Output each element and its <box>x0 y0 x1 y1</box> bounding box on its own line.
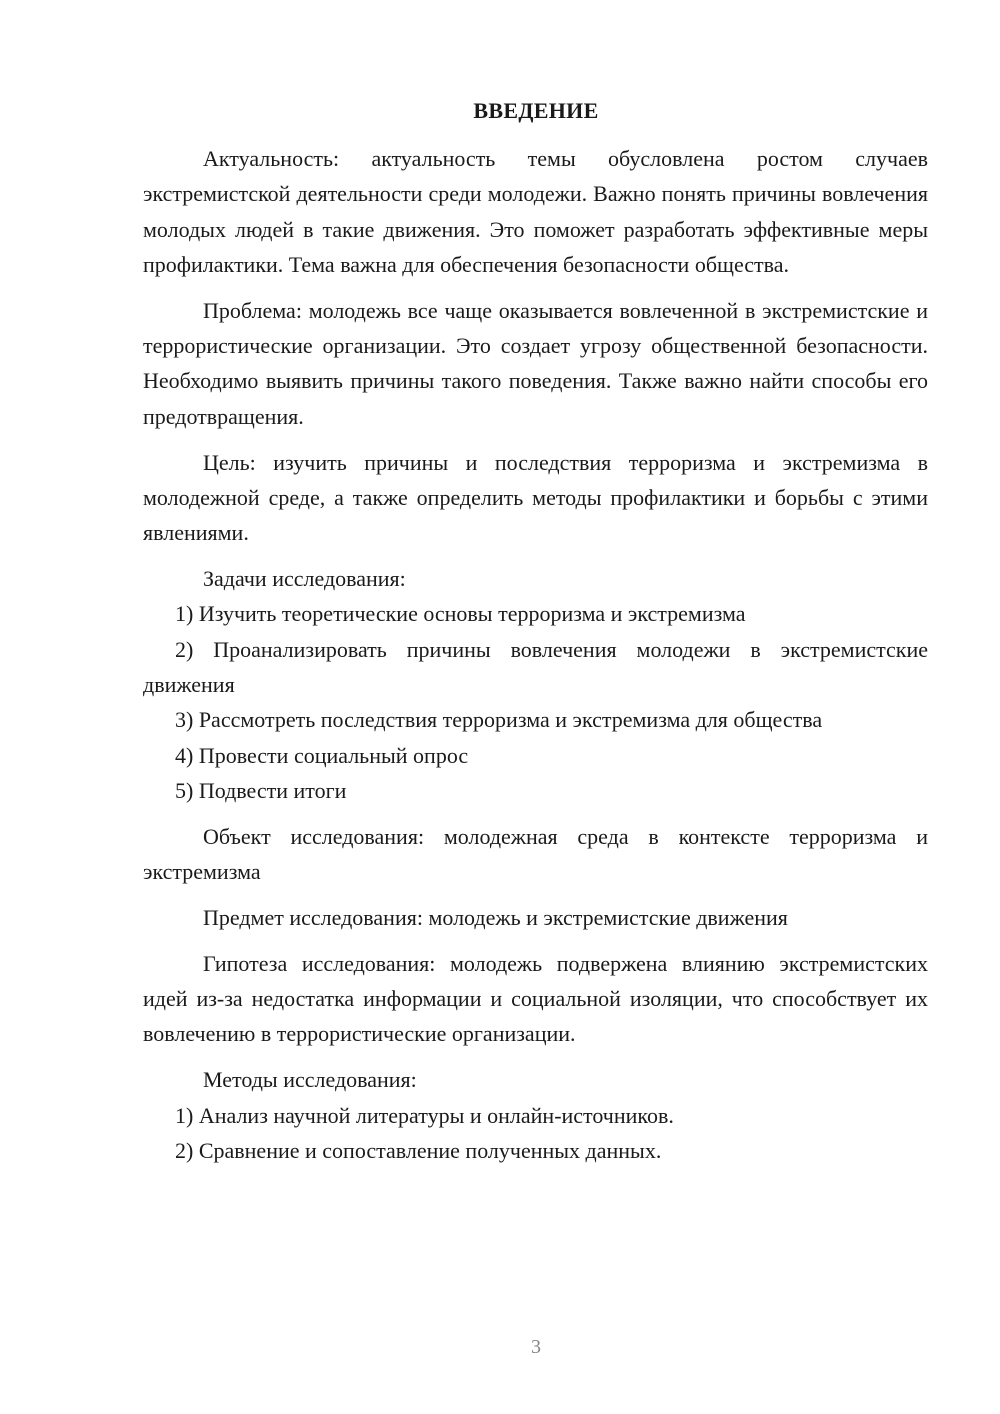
paragraph-relevance: Актуальность: актуальность темы обусловлена ростом случаев экстремистской деятельности среди молодежи. Важно понять причины вовлечения молодых людей в такие движения. Это поможет разработать эффективные меры профилактики. Тема важна для обеспечения безопасности общества. <box>143 146 928 277</box>
task-item: 2) Проанализировать причины вовлечения молодежи в экстремистские движения <box>143 636 928 697</box>
paragraph-goal: Цель: изучить причины и последствия терроризма и экстремизма в молодежной среде, а также определить методы профилактики и борьбы с этими явлениями. <box>143 449 928 546</box>
task-item: 4) Провести социальный опрос <box>175 742 469 768</box>
task-item: 3) Рассмотреть последствия терроризма и экстремизма для общества <box>175 707 823 733</box>
page-number: 3 <box>531 1336 541 1358</box>
task-item: 5) Подвести итоги <box>175 777 347 803</box>
methods-title: Методы исследования: <box>203 1067 417 1093</box>
tasks-title: Задачи исследования: <box>203 566 406 592</box>
paragraph-hypothesis: Гипотеза исследования: молодежь подвержена влиянию экстремистских идей из-за недостатка информации и социальной изоляции, что способствует их вовлечению в террористические организации. <box>143 950 928 1047</box>
body-text <box>143 141 928 1168</box>
paragraph-object: Объект исследования: молодежная среда в контексте терроризма и экстремизма <box>143 823 928 885</box>
method-item: 2) Сравнение и сопоставление полученных данных. <box>175 1137 662 1163</box>
task-item: 1) Изучить теоретические основы терроризма и экстремизма <box>175 601 746 627</box>
section-heading: ВВЕДЕНИЕ <box>473 98 599 123</box>
paragraph-subject: Предмет исследования: молодежь и экстремистские движения <box>203 904 788 930</box>
paragraph-problem: Проблема: молодежь все чаще оказывается вовлеченной в экстремистские и террористические организации. Это создает угрозу общественной безопасности. Необходимо выявить причины такого поведения. Также важно найти способы его предотвращения. <box>143 297 928 429</box>
method-item: 1) Анализ научной литературы и онлайн-источников. <box>175 1102 674 1128</box>
